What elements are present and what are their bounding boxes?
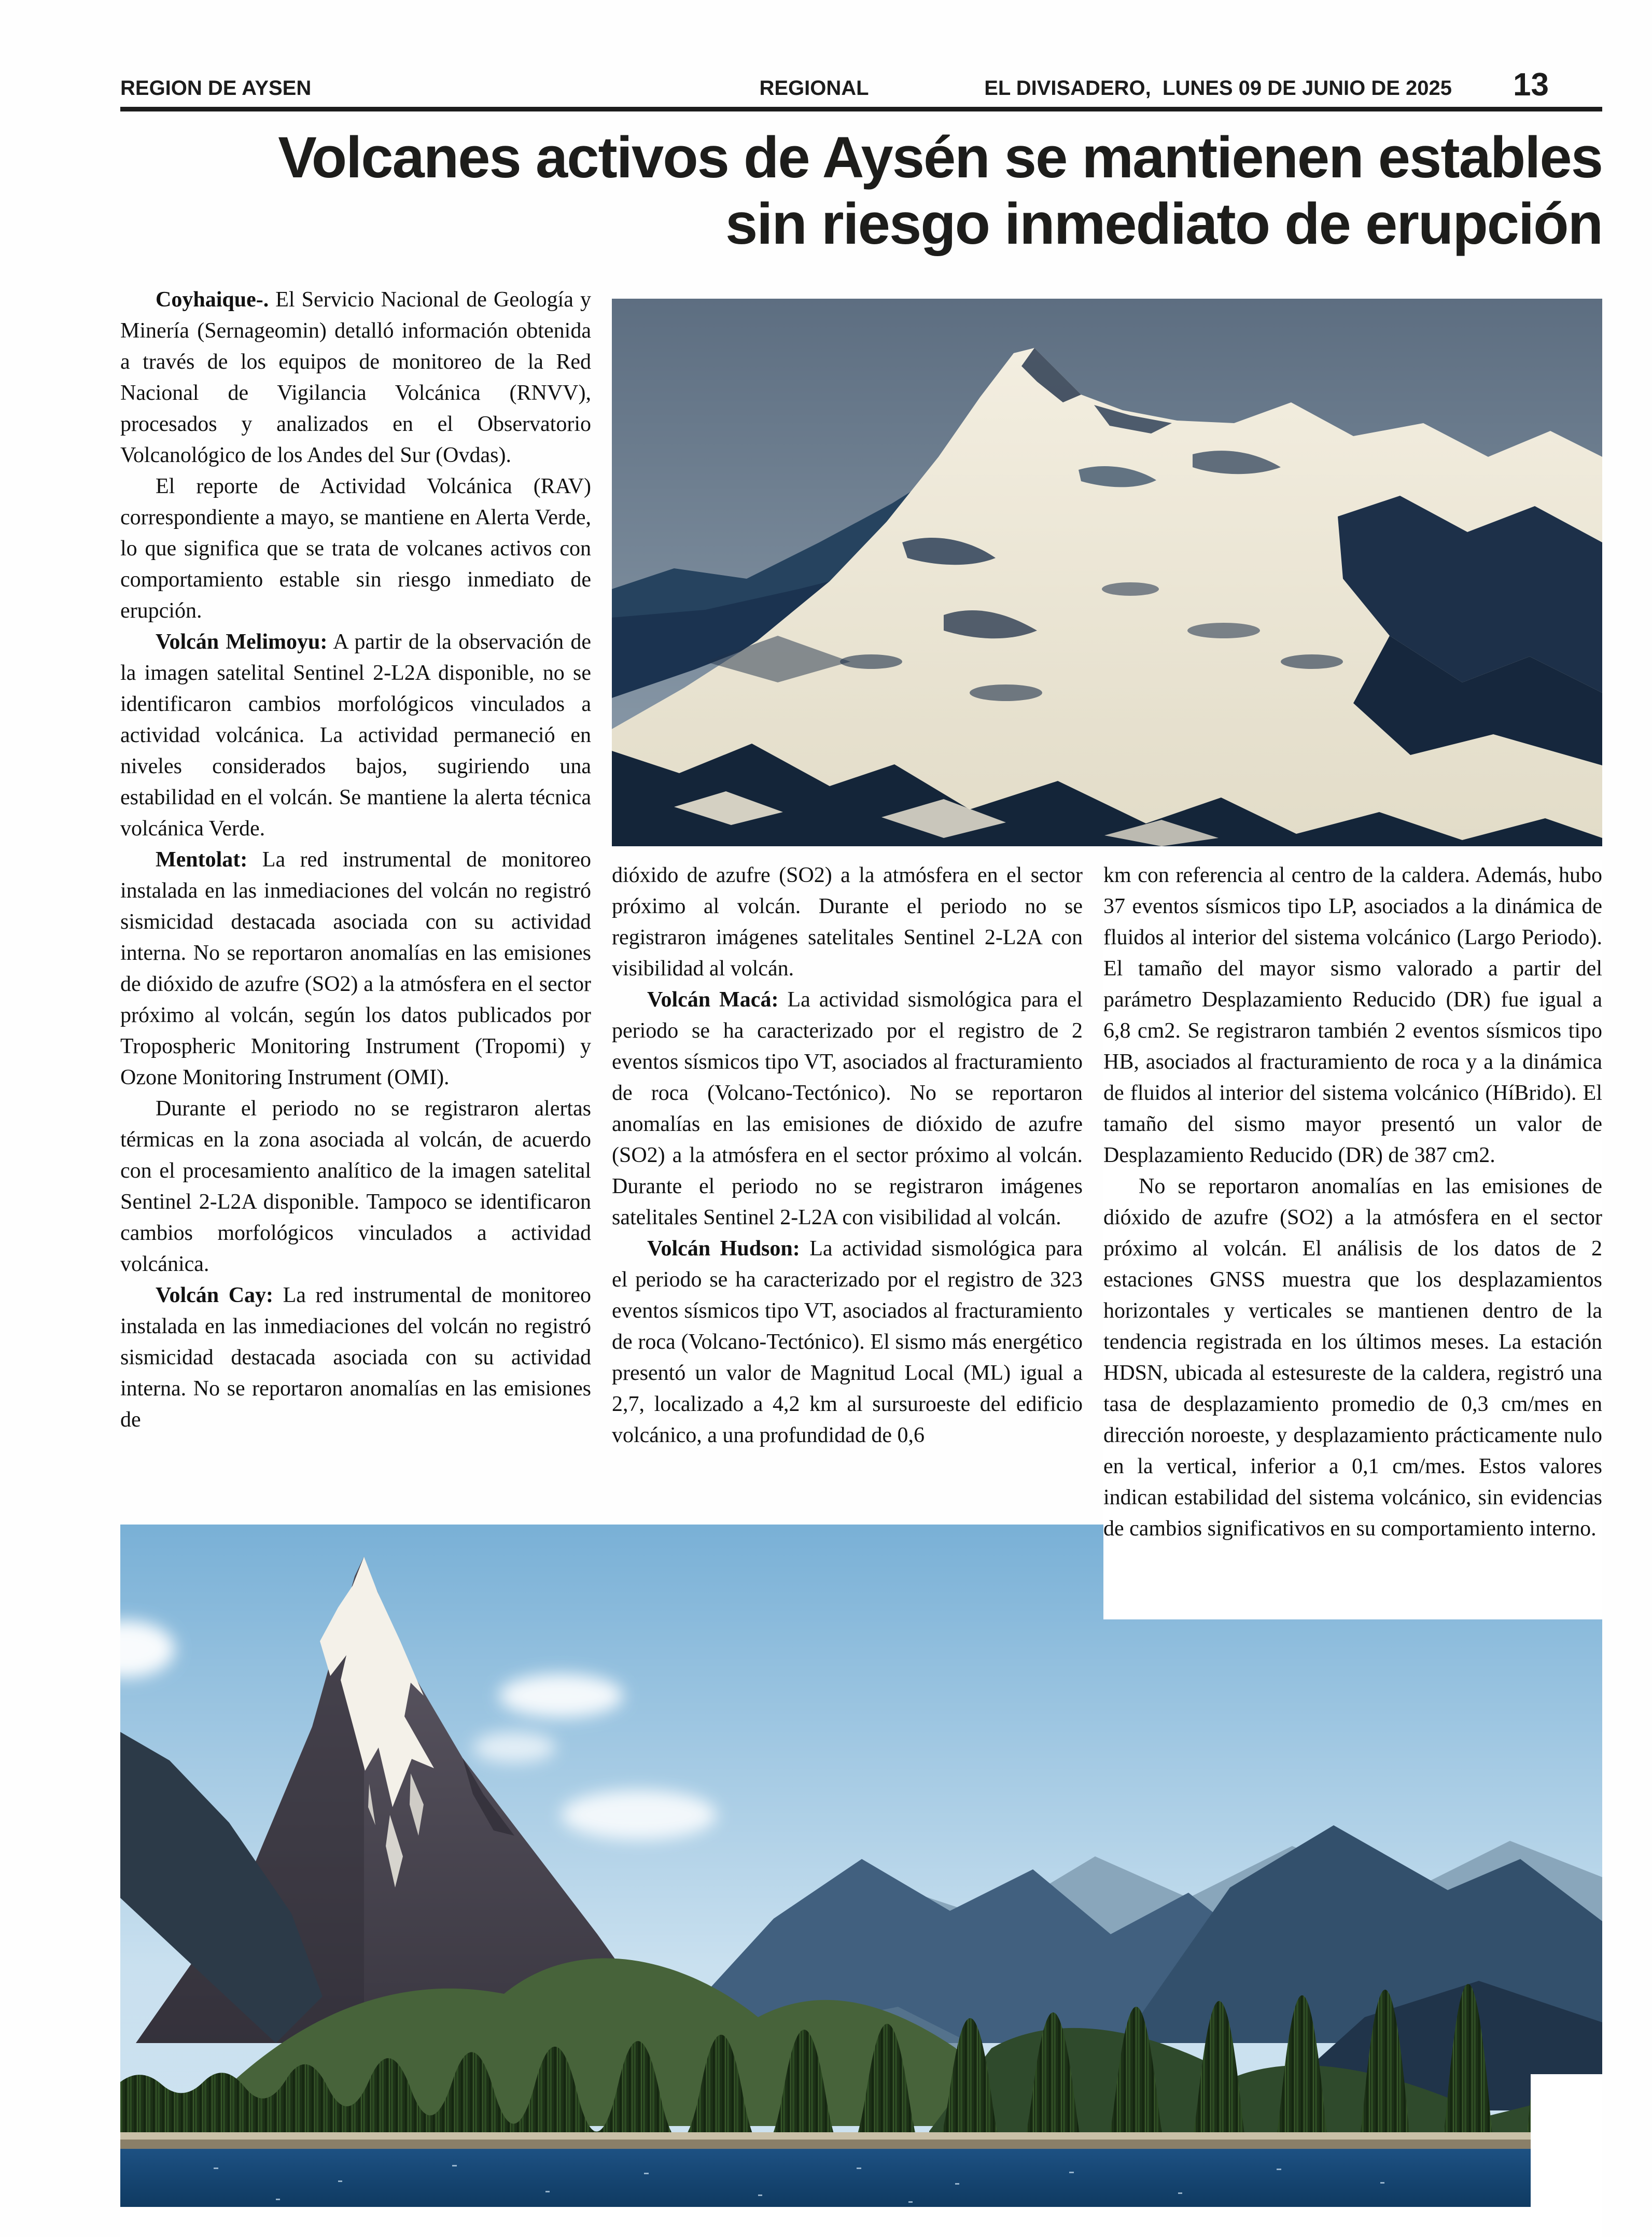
paragraph [120,626,591,844]
paragraph [120,1280,591,1435]
paragraph-text: A partir de la observación de la imagen satelital Sentinel 2-L2A disponible, no se identificaron cambios morfológicos vinculados a actividad volcánica. La actividad permaneció en niveles considerados bajos, sugiriendo una estabilidad en el volcán. Se mantiene la alerta técnica volcánica Verde. [120,630,591,841]
snowy-volcano-illustration [612,299,1602,846]
headline-line2: sin riesgo inmediato de erupción [725,191,1602,256]
paragraph [120,284,591,471]
top-photo-snowy-volcano [612,299,1602,846]
header-masthead-date: EL DIVISADERO, LUNES 09 DE JUNIO DE 2025 [984,77,1452,100]
paragraph-text: km con referencia al centro de la caldera. Además, hubo 37 eventos sísmicos tipo LP, asociados a la dinámica de fluidos al interior del sistema volcánico (Largo Periodo). El tamaño del mayor sismo valorado a partir del parámetro Desplazamiento Reducido (DR) fue igual a 6,8 cm2. Se registraron también 2 eventos sísmicos tipo HB, asociados al fracturamiento de roca y a la dinámica de fluidos al interior del sistema volcánico (HíBrido). El tamaño del sismo mayor presentó un valor de Desplazamiento Reducido (DR) de 387 cm2. [1103,863,1602,1167]
volcano-lake-illustration [120,1525,1602,2237]
article-column-2 [612,860,1083,1451]
paragraph [612,984,1083,1233]
paragraph-lead: Mentolat: [156,848,248,872]
header-section-center: REGIONAL [759,77,869,100]
headline [120,124,1602,257]
paragraph-lead: Volcán Cay: [156,1283,274,1307]
paragraph-text: La actividad sismológica para el periodo se ha caracterizado por el registro de 323 eventos sísmicos tipo VT, asociados al fracturamiento de roca (Volcano-Tectónico). El sismo más energético presentó un valor de Magnitud Local (ML) igual a 2,7, localizado a 4,2 km al sursuroeste del edificio volcánico, a una profundidad de 0,6 [612,1237,1083,1447]
paragraph [612,860,1083,984]
paragraph-text: La actividad sismológica para el periodo se ha caracterizado por el registro de 2 eventos sísmicos tipo VT, asociados al fracturamiento de roca (Volcano-Tectónico). No se reportaron anomalías en las emisiones de dióxido de azufre (SO2) a la atmósfera en el sector próximo al volcán. Durante el periodo no se registraron imágenes satelitales Sentinel 2-L2A con visibilidad al volcán. [612,988,1083,1229]
paragraph-text: dióxido de azufre (SO2) a la atmósfera en el sector próximo al volcán. Durante el periodo no se registraron imágenes satelitales Sentinel 2-L2A con visibilidad al volcán. [612,863,1083,981]
paragraph [120,471,591,626]
article-column-1 [120,284,591,1435]
paragraph-lead: Coyhaique-. [156,288,269,312]
paragraph-text: El reporte de Actividad Volcánica (RAV) correspondiente a mayo, se mantiene en Alerta Verde, lo que significa que se trata de volcanes activos con comportamiento estable sin riesgo inmediato de erupción. [120,474,591,623]
paragraph [1103,860,1602,1171]
paragraph-text: No se reportaron anomalías en las emisiones de dióxido de azufre (SO2) a la atmósfera en el sector próximo al volcán. El análisis de los datos de 2 estaciones GNSS muestra que los desplazamientos horizontales y verticales se mantienen dentro de la tendencia registrada en los últimos meses. La estación HDSN, ubicada al estesureste de la caldera, registró una tasa de desplazamiento promedio de 0,3 cm/mes en dirección noroeste, y desplazamiento prácticamente nulo en la vertical, inferior a 0,1 cm/mes. Estos valores indican estabilidad del sistema volcánico, sin evidencias de cambios significativos en su comportamiento interno. [1103,1175,1602,1541]
header-page-number: 13 [1513,67,1549,103]
bottom-photo-volcano-lake [120,1525,1602,2237]
paragraph [120,1093,591,1280]
paragraph-text: La red instrumental de monitoreo instalada en las inmediaciones del volcán no registró sismicidad destacada asociada con su actividad interna. No se reportaron anomalías en las emisiones de [120,1283,591,1432]
paragraph-lead: Volcán Melimoyu: [156,630,328,654]
paragraph-text: Durante el periodo no se registraron alertas térmicas en la zona asociada al volcán, de acuerdo con el procesamiento analítico de la imagen satelital Sentinel 2-L2A disponible. Tampoco se identificaron cambios morfológicos vinculados a actividad volcánica. [120,1097,591,1276]
paragraph-text: La red instrumental de monitoreo instalada en las inmediaciones del volcán no registró sismicidad destacada asociada con su actividad interna. No se reportaron anomalías en las emisiones de dióxido de azufre (SO2) a la atmósfera en el sector próximo al volcán, según los datos publicados por Tropospheric Monitoring Instrument (Tropomi) y Ozone Monitoring Instrument (OMI). [120,848,591,1089]
paragraph [120,844,591,1093]
paragraph-text: El Servicio Nacional de Geología y Minería (Sernageomin) detalló información obtenida a través de los equipos de monitoreo de la Red Nacional de Vigilancia Volcánica (RNVV), procesados y analizados en el Observatorio Volcanológico de los Andes del Sur (Ovdas). [120,288,591,467]
paragraph-lead: Volcán Macá: [647,988,779,1012]
paragraph [612,1233,1083,1451]
header-rule [120,107,1602,111]
paragraph-lead: Volcán Hudson: [647,1237,800,1261]
headline-line1: Volcanes activos de Aysén se mantienen estables [278,125,1602,190]
article-column-3 [1103,860,1602,1619]
paragraph [1103,1171,1602,1544]
header-section-left: REGION DE AYSEN [120,77,312,100]
